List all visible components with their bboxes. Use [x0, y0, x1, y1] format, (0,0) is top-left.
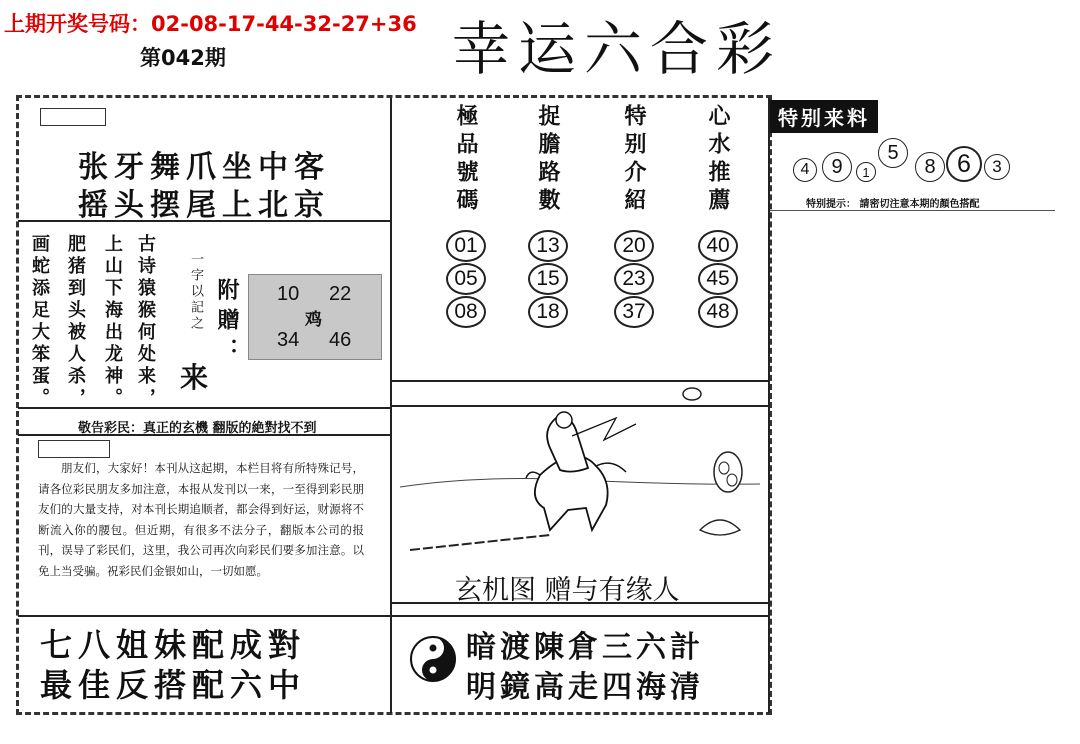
special-heading: 特别来料: [770, 100, 878, 133]
poem-column-2: 上山下海出龙神。: [102, 234, 123, 410]
riddle-line-2: 摇头摆尾上北京: [78, 188, 330, 223]
column-heading: 特别介紹: [621, 104, 646, 216]
clue-answer-char: 来: [180, 361, 209, 394]
bottom-right-line-2: 明鏡高走四海清: [466, 670, 704, 705]
illustration-rider-on-ox: [400, 380, 760, 570]
poem-column-1: 古诗猿猴何处来，: [135, 234, 156, 410]
special-note: 特别提示： 請密切注意本期的顏色搭配: [806, 199, 980, 210]
circled-number: 48: [698, 296, 738, 328]
column-heading: 捉膽路數: [535, 104, 560, 216]
bonus-zodiac-char: 鸡: [305, 310, 322, 330]
bottom-left-line-2: 最佳反搭配六中: [40, 666, 307, 704]
bonus-number: 10: [277, 283, 300, 305]
notice-tag: [38, 440, 110, 458]
divider: [18, 615, 768, 617]
bottom-right-line-1: 暗渡陳倉三六計: [466, 630, 704, 665]
circled-number: 13: [528, 230, 568, 262]
bonus-number-box: [248, 274, 382, 360]
special-number: 8: [915, 152, 945, 182]
divider: [770, 210, 1055, 211]
column-heading: 極品號碼: [453, 104, 478, 216]
notice-paragraph: 朋友们，大家好！本刊从这起期，本栏目将有所特殊记号，请各位彩民朋友多加注意，本报从发刊以一来，一至得到彩民朋友们的大量支持，对本刊长期追顺者，都会得到好运，财源将不断流入你的腰包。但近期，有很多不法分子，翻版本公司的报刊，误导了彩民们，这里，我公司再次向彩民们要多加注意。以免上当受骗。祝彩民们金银如山，一切如愿。: [38, 461, 364, 578]
circled-number: 15: [528, 263, 568, 295]
riddle-line-1: 张牙舞爪坐中客: [78, 150, 330, 185]
circled-number: 23: [614, 263, 654, 295]
circled-number: 08: [446, 296, 486, 328]
circled-number: 18: [528, 296, 568, 328]
right-divider: [768, 98, 770, 713]
section-tag: [40, 108, 106, 126]
circled-number: 01: [446, 230, 486, 262]
special-number: 1: [856, 162, 876, 182]
circled-number: 37: [614, 296, 654, 328]
circled-number: 45: [698, 263, 738, 295]
issue-number: 第042期: [140, 46, 226, 70]
special-number: 4: [793, 158, 817, 182]
page-title: 幸运六合彩: [452, 15, 783, 83]
circled-number: 05: [446, 263, 486, 295]
warning-text: 敬告彩民：真正的玄機 翻版的絶對找不到: [78, 421, 317, 436]
special-number: 5: [878, 138, 908, 168]
poem-column-3: 肥猪到头被人杀，: [65, 234, 86, 410]
column-heading: 心水推薦: [705, 104, 730, 216]
special-number: 6: [946, 146, 982, 182]
special-number: 3: [984, 154, 1010, 180]
circled-number: 40: [698, 230, 738, 262]
poem-column-4: 画蛇添足大笨蛋。: [29, 234, 50, 410]
bonus-number: 22: [329, 283, 352, 305]
special-number: 9: [822, 152, 852, 182]
previous-draw-numbers: 上期开奖号码：02-08-17-44-32-27+36: [4, 12, 417, 36]
bottom-left-line-1: 七八姐妹配成對: [40, 626, 307, 664]
circled-number: 20: [614, 230, 654, 262]
bonus-number: 46: [329, 329, 352, 351]
bonus-number: 34: [277, 329, 300, 351]
clue-side-text: 一字以記之: [188, 252, 203, 332]
illustration-caption: 玄机图 赠与有缘人: [455, 575, 680, 606]
yin-yang-icon: [408, 624, 458, 694]
fuzeng-label: 附贈：: [214, 278, 239, 368]
